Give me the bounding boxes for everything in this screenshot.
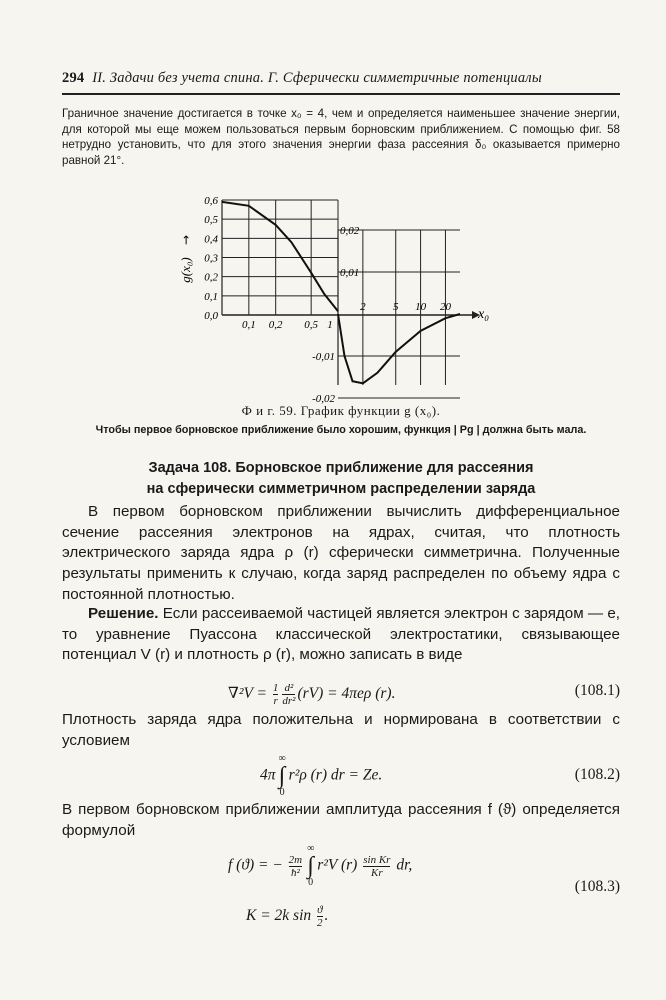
left-y-tick-label: 0,2: [204, 271, 218, 284]
left-y-tick-label: 0,4: [204, 233, 218, 246]
right-x-tick-label: 2: [360, 301, 366, 313]
left-x-tick-label: 0,2: [268, 319, 283, 331]
right-x-tick-label: 20: [439, 301, 451, 313]
left-x-tick-label: 0,5: [304, 319, 319, 331]
figure-caption: Ф и г. 59. График функции g (x₀).: [241, 403, 441, 418]
problem-title: [62, 458, 620, 500]
right-y-tick-label: 0,02: [340, 225, 360, 237]
problem-statement: В первом борновском приближении вычислить дифференциальное сечение рассеяния электронов на ядрах, считая, что плотность электрического заряда ядра ρ (r) сферически симметрична. Полученные результаты применить к случаю, когда заряд распределен по объему ядра с постоянной плотностью.: [62, 503, 620, 603]
right-y-tick-label: 0,01: [340, 267, 360, 279]
problem-title-line1: Задача 108. Борновское приближение для рассеяния: [148, 460, 534, 476]
left-x-tick-label: 0,1: [241, 319, 256, 331]
equation-108-3: f (ϑ) = − $\frac{2m}{\text{ħ²}}$ ∞ ∫ 0 r²V (r) $\frac{\text{sin Kr}}{Kr}$ dr, K = 2k sin $\frac{ϑ}{2}$ . (108.3): [228, 843, 620, 929]
solution-text-1: Если рассеиваемой частицей является электрон с зарядом — e, то уравнение Пуассона классической электростатики, связывающее потенциал V (r) и плотность ρ (r), можно записать в виде: [62, 605, 620, 664]
left-y-tick-label: 0,3: [204, 252, 218, 265]
x-axis-label: x₀: [478, 307, 490, 322]
figure-subcaption: Чтобы первое борновское приближение было хорошим, функция | Pg | должна быть мала.: [95, 424, 587, 436]
left-y-tick-label: 0,6: [204, 195, 218, 207]
solution-paragraph-3: В первом борновском приближении амплитуда рассеяния f (ϑ) определяется формулой: [62, 801, 620, 839]
figure-59-chart: [178, 185, 510, 405]
left-y-tick-label: 0,5: [204, 214, 218, 227]
left-x-tick-label: 1: [327, 319, 333, 331]
problem-title-line2: на сферически симметричном распределении заряда: [146, 481, 536, 497]
right-x-tick-label: 10: [415, 301, 427, 313]
right-x-tick-label: 5: [392, 301, 399, 313]
right-curve: [338, 314, 460, 383]
running-title: II. Задачи без учета спина. Г. Сферически симметричные потенциалы: [92, 70, 542, 86]
solution-label: Решение.: [88, 605, 159, 622]
left-y-tick-label: 0,0: [204, 310, 218, 322]
equation-108-3-number: (108.3): [574, 878, 620, 895]
solution-paragraph-2: Плотность заряда ядра положительна и нормирована в соответствии с условием: [62, 711, 620, 749]
equation-108-2: 4π ∞ ∫ 0 r²ρ (r) dr = Ze. (108.2): [260, 753, 620, 798]
equation-108-1: ∇²V = $\frac{1}{r}$ $\frac{\text{d²}}{\text{dr²}}$ (rV) = 4πeρ (r). (108.1): [228, 682, 620, 707]
page-number: 294: [62, 70, 85, 86]
equation-108-2-number: (108.2): [574, 766, 620, 783]
running-header: [62, 70, 622, 87]
right-y-tick-label: -0,01: [312, 351, 335, 363]
y-axis-label: g(x₀): [178, 257, 193, 283]
solution-paragraph-1: [62, 604, 620, 666]
left-y-tick-label: 0,1: [204, 290, 218, 303]
header-rule: [62, 93, 620, 95]
y-axis-arrow: →: [179, 234, 193, 246]
intro-paragraph: Граничное значение достигается в точке x₀ = 4, чем и определяется наименьшее значение энергии, для которой мы еще можем пользоваться первым борновским приближением. С помощью фиг. 58 нетрудно установить, что для этого значения энергии фаза рассеяния δ₀ оказывается примерно равной 21°.: [62, 107, 620, 167]
left-curve: [222, 202, 338, 311]
right-y-tick-label: -0,02: [312, 393, 335, 405]
equation-108-1-number: (108.1): [574, 682, 620, 699]
